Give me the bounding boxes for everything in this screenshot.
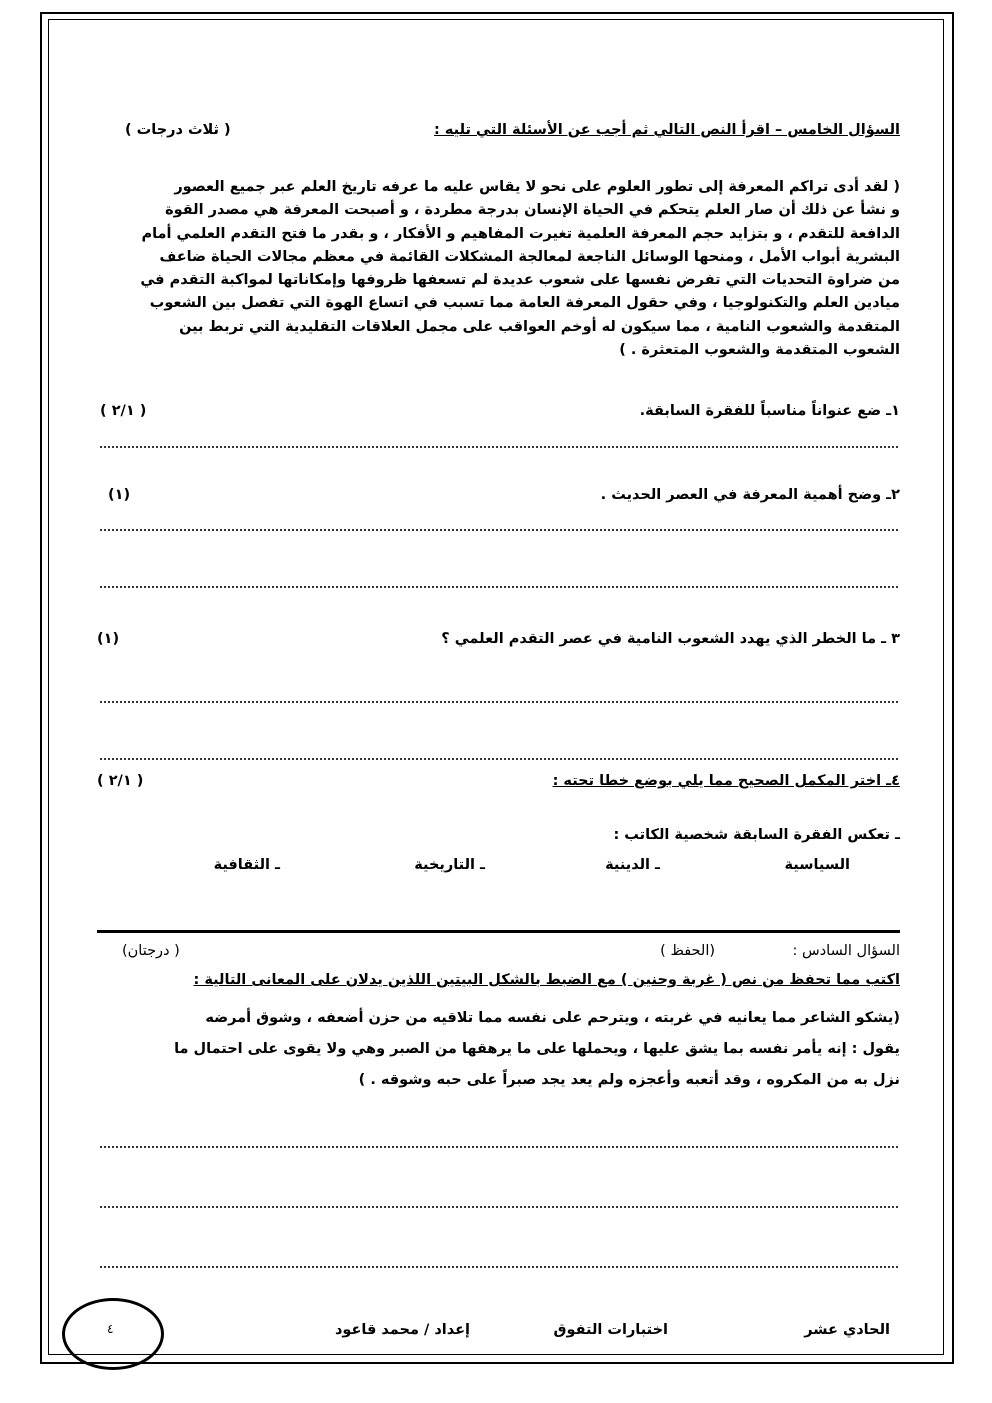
answer-line[interactable] (100, 1266, 898, 1268)
passage-line: الشعوب المتقدمة والشعوب المتعثرة . ) (619, 342, 900, 359)
answer-line[interactable] (100, 529, 898, 531)
question-marks: ( ٢/١ ) (100, 403, 147, 419)
footer-series: اختبارات التفوق (553, 1322, 668, 1338)
passage-line: ( لقد أدى تراكم المعرفة إلى تطور العلوم على نحو لا يقاس عليه ما عرفه تاريخ العلم عبر جميع العصور (174, 179, 900, 195)
footer-grade: الحادي عشر (804, 1322, 890, 1338)
q6-marks: ( درجتان) (122, 943, 180, 959)
passage-line: ميادين العلم والتكنولوجيا ، وفي حقول المعرفة العامة مما تسبب في اتساع الهوة التي تفصل بين الشعوب (149, 295, 900, 312)
option-cultural[interactable]: ـ الثقافية (213, 857, 280, 873)
question-text: ٤ـ اختر المكمل الصحيح مما يلي بوضع خطا تحته : (552, 773, 900, 789)
q6-text (100, 1003, 900, 1096)
option-religious[interactable]: ـ الدينية (605, 857, 660, 873)
section-divider (97, 930, 900, 933)
answer-line[interactable] (100, 446, 898, 448)
q6-line: (يشكو الشاعر مما يعانيه في غربته ، ويترحم على نفسه مما تلاقيه من حزن أضعفه ، وشوق أمرضه (205, 1010, 900, 1026)
passage-line: البشرية أبواب الأمل ، ومنحها الوسائل الناجعة لمعالجة المشكلات القائمة في معظم مجالات الحياة ضاعف (159, 248, 900, 265)
question-marks: (١) (97, 631, 120, 647)
question-text: ٣ ـ ما الخطر الذي يهدد الشعوب النامية في عصر التقدم العلمي ؟ (441, 631, 900, 647)
page-number: ٤ (107, 1322, 114, 1336)
q6-line: يقول : إنه يأمر نفسه بما يشق عليها ، ويحملها على ما يرهقها من الصبر وهي ولا يقوى على احتمال ما (174, 1041, 900, 1057)
q5-title: السؤال الخامس – اقرأ النص التالي ثم أجب عن الأسئلة التي تليه : (434, 122, 900, 138)
passage-line: و نشأ عن ذلك أن صار العلم يتحكم في الحياة الإنسان بدرجة مطردة ، و أصبحت المعرفة هي مصدر القوة (165, 202, 900, 219)
q5-marks: ( ثلاث درجات ) (125, 122, 231, 138)
question-text: ٢ـ وضح أهمية المعرفة في العصر الحديث . (600, 487, 900, 503)
option-political[interactable]: السياسية (784, 857, 850, 873)
q6-instruction-text: اكتب مما تحفظ من نص ( غربة وحنين ) مع الضبط بالشكل البيتين اللذين يدلان على المعانى التالية : (193, 972, 900, 988)
q5-passage (100, 176, 900, 362)
question-marks: (١) (108, 487, 131, 503)
answer-line[interactable] (100, 586, 898, 588)
q6-line: نزل به من المكروه ، وقد أتعبه وأعجزه ولم يعد يجد صبراً على حبه وشوقه . ) (358, 1072, 900, 1088)
q4-stem-text: ـ تعكس الفقرة السابقة شخصية الكاتب : (613, 827, 900, 843)
answer-line[interactable] (100, 758, 898, 760)
passage-line: من ضراوة التحديات التي تفرض نفسها على شعوب عديدة لم تسعفها ظروفها وإمكاناتها لمواكبة التقدم في (140, 272, 900, 289)
question-marks: ( ٢/١ ) (97, 773, 144, 789)
footer-author: إعداد / محمد قاعود (334, 1322, 470, 1338)
passage-line: الدافعة للتقدم ، و بتزايد حجم المعرفة العلمية تغيرت المفاهيم و الأفكار ، و بقدر ما فتح التقدم العلمي أمام (141, 225, 900, 242)
answer-line[interactable] (100, 1206, 898, 1208)
q6-title: السؤال السادس : (792, 943, 900, 959)
answer-line[interactable] (100, 701, 898, 703)
answer-line[interactable] (100, 1146, 898, 1148)
question-text: ١ـ ضع عنواناً مناسباً للفقرة السابقة. (639, 403, 900, 419)
passage-line: المتقدمة والشعوب النامية ، مما سيكون له أوخم العواقب على مجمل العلاقات التقليدية التي تربط بين (179, 318, 900, 335)
option-historical[interactable]: ـ التاريخية (414, 857, 485, 873)
q6-topic: (الحفظ ) (660, 943, 715, 959)
